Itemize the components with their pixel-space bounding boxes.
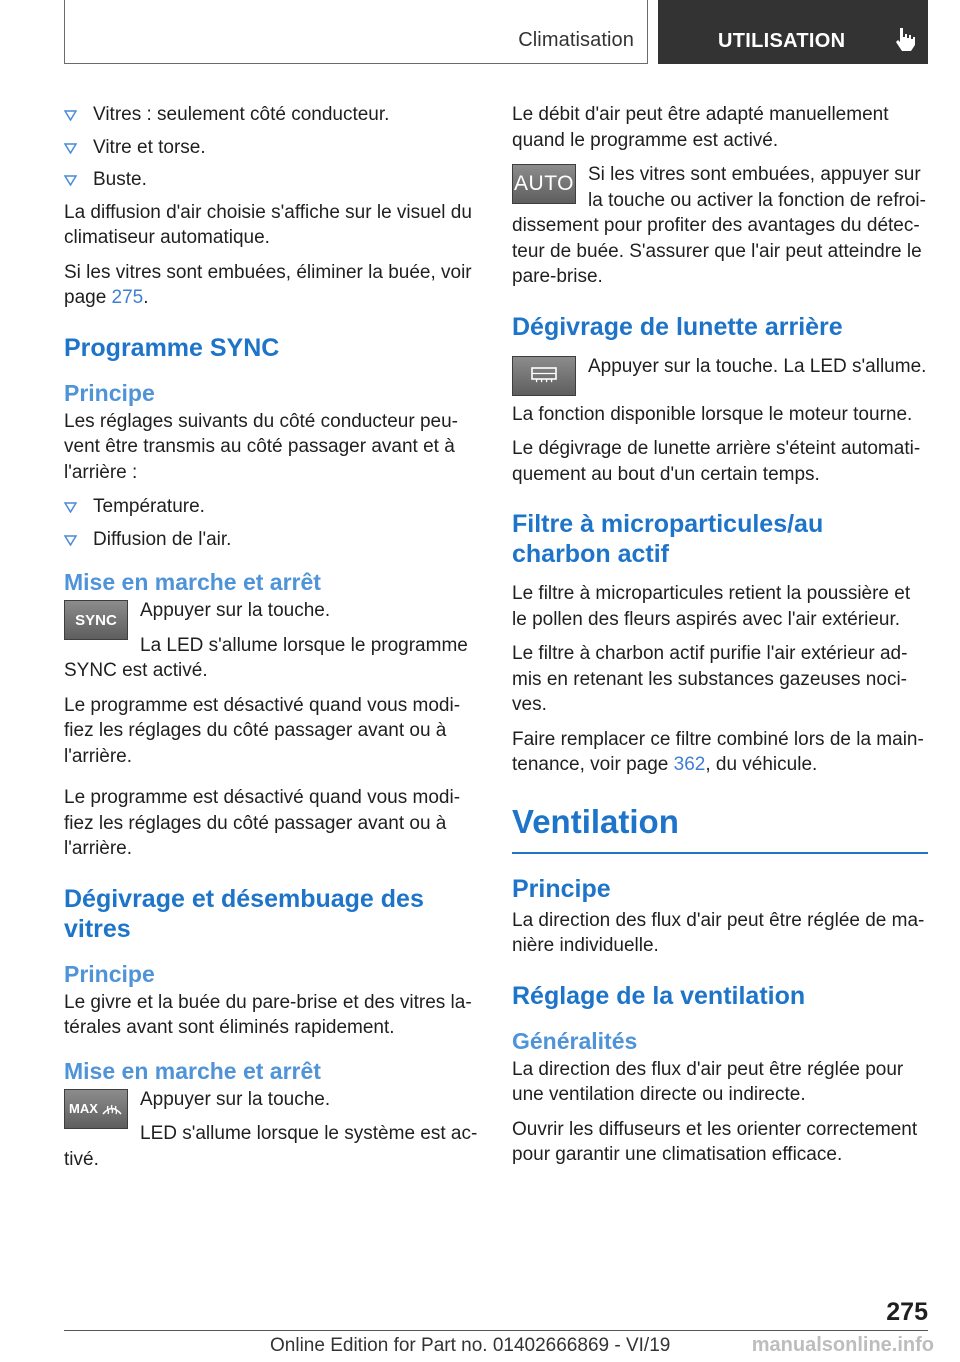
paragraph: Ouvrir les diffuseurs et les orienter correctement pour garantir une climatisation efficace. xyxy=(512,1118,918,1165)
watermark: manualsonline.info xyxy=(751,1334,934,1356)
rear-defrost-instruction xyxy=(512,354,928,402)
paragraph: Si les vitres sont embuées, appuyer sur la touche ou activer la fonction de refroidissement pour profiter des avantages du détecteur de buée. S'assurer que l'air peut atteindre le pare-brise. xyxy=(512,164,926,287)
paragraph: Le filtre à charbon actif purifie l'air extérieur admis en retenant les substances gazeuses nocives. xyxy=(512,643,908,715)
triangle-bullet-icon xyxy=(64,110,77,121)
paragraph: La LED s'allume lorsque le programme SYNC est activé. xyxy=(64,634,468,681)
triangle-bullet-icon xyxy=(64,175,77,186)
paragraph: Le programme est désactivé quand vous modifiez les réglages du côté passager avant ou à l'arrière. xyxy=(64,787,461,859)
hand-pointer-icon xyxy=(894,26,916,52)
paragraph: Appuyer sur la touche. La LED s'allume. xyxy=(588,355,927,377)
max-instruction xyxy=(64,1087,478,1173)
section-heading: Dégivrage de lunette arrière xyxy=(512,312,843,341)
rear-defrost-icon xyxy=(529,366,559,386)
rear-window-defrost-button-icon xyxy=(512,356,576,396)
heading-rule xyxy=(512,852,928,854)
left-column xyxy=(64,102,478,1181)
section-heading: Dégivrage et désembuage des vitres xyxy=(64,884,424,943)
chapter-heading: Ventilation xyxy=(512,802,679,840)
sync-button-icon: SYNC xyxy=(64,600,128,640)
triangle-bullet-icon xyxy=(64,502,77,513)
paragraph: LED s'allume lorsque le système est activé. xyxy=(64,1123,478,1170)
section-heading: Principe xyxy=(512,874,611,903)
subsection-heading: Mise en marche et arrêt xyxy=(64,569,321,595)
triangle-bullet-icon xyxy=(64,143,77,154)
list-item: Diffusion de l'air. xyxy=(64,527,478,553)
paragraph: La fonction disponible lorsque le moteur tourne. xyxy=(512,403,913,425)
paragraph: Le filtre à microparticules retient la poussière et le pollen des fleurs aspirés avec l'air extérieur. xyxy=(512,583,911,630)
list-item: Buste. xyxy=(64,167,478,193)
list-item: Température. xyxy=(64,494,478,520)
triangle-bullet-icon xyxy=(64,535,77,546)
max-defrost-button-icon: MAX xyxy=(64,1089,128,1129)
paragraph: Si les vitres sont embuées, éliminer la buée, voir page 275. xyxy=(64,261,472,308)
paragraph: Appuyer sur la touche. xyxy=(140,1088,331,1110)
page-link[interactable]: 275 xyxy=(111,287,144,308)
paragraph: Appuyer sur la touche. xyxy=(140,600,331,621)
page-number: 275 xyxy=(886,1298,928,1326)
subsection-heading: Principe xyxy=(64,960,155,987)
section-heading: Filtre à microparticules/au charbon actif xyxy=(512,510,824,568)
section-heading: Réglage de la ventilation xyxy=(512,981,806,1010)
edition-text: Online Edition for Part no. 01402666869 - VI/19 xyxy=(270,1335,671,1356)
paragraph: Le programme est désactivé quand vous modifiez les réglages du côté passager avant ou à l'arrière. xyxy=(64,694,461,767)
subsection-heading: Généralités xyxy=(512,1027,638,1054)
auto-instruction xyxy=(512,162,928,290)
paragraph: La direction des flux d'air peut être réglée de manière individuelle. xyxy=(512,909,925,956)
paragraph: Les réglages suivants du côté conducteur peuvent être transmis au côté passager avant et à l'arrière : xyxy=(64,410,458,483)
chapter-title: UTILISATION xyxy=(718,30,846,52)
paragraph: Faire remplacer ce filtre combiné lors de la maintenance, voir page 362, du véhicule. xyxy=(512,728,924,775)
list-item: Vitre et torse. xyxy=(64,135,478,161)
subsection-heading: Mise en marche et arrêt xyxy=(64,1057,321,1084)
paragraph: La direction des flux d'air peut être réglée pour une ventilation directe ou indirecte. xyxy=(512,1058,904,1105)
list-item: Vitres : seulement côté conducteur. xyxy=(64,102,478,128)
paragraph: Le débit d'air peut être adapté manuellement quand le programme est activé. xyxy=(512,104,889,151)
footer-rule xyxy=(64,1330,928,1331)
right-column xyxy=(512,102,928,1177)
sync-instruction xyxy=(64,598,478,684)
defrost-icon xyxy=(101,1101,123,1117)
subsection-heading: Principe xyxy=(64,379,155,406)
auto-button-icon: AUTO xyxy=(512,164,576,204)
bullet-list-air xyxy=(64,102,478,193)
chapter-tab xyxy=(658,0,928,64)
paragraph: Le givre et la buée du pare-brise et des vitres latérales avant sont éliminés rapidement. xyxy=(64,991,472,1038)
page-link[interactable]: 362 xyxy=(673,754,706,775)
section-heading: Programme SYNC xyxy=(64,333,280,362)
section-title: Climatisation xyxy=(518,29,634,51)
paragraph: La diffusion d'air choisie s'affiche sur le visuel du climatiseur automatique. xyxy=(64,201,472,248)
bullet-list-sync xyxy=(64,494,478,552)
paragraph: Le dégivrage de lunette arrière s'éteint automatiquement au bout d'un certain temps. xyxy=(512,438,921,485)
